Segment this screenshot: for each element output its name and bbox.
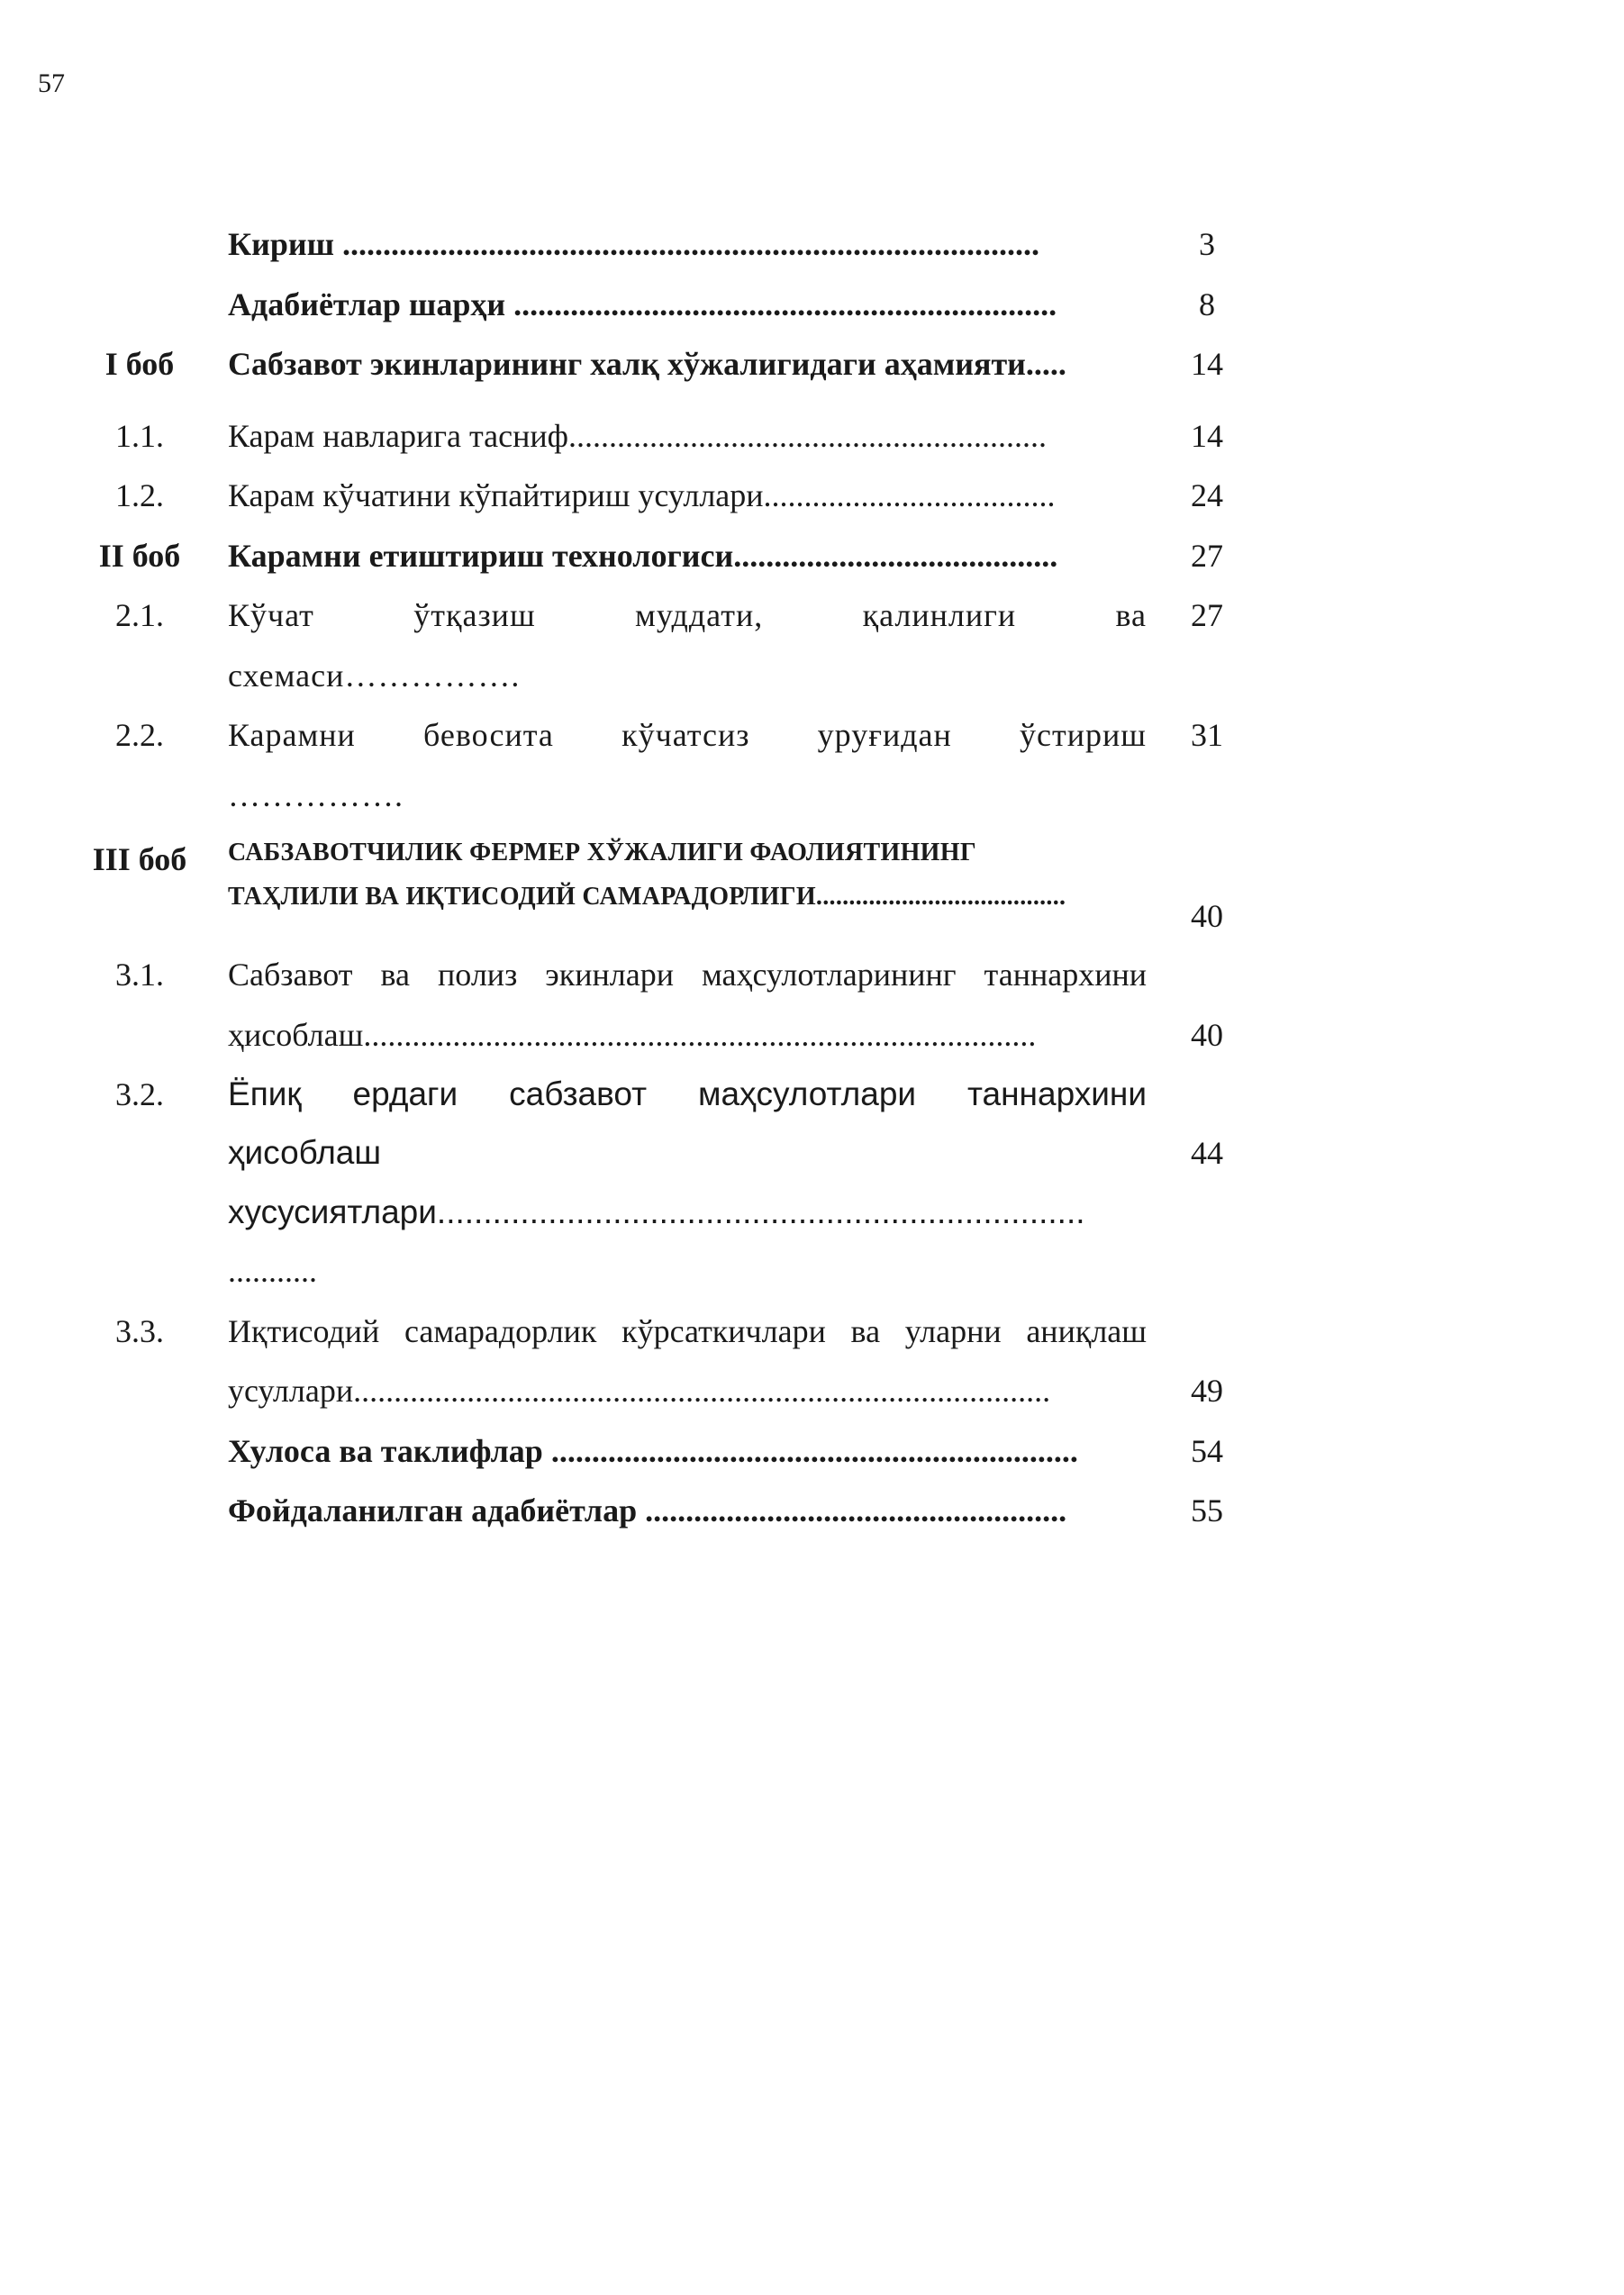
toc-page: 54: [1191, 1433, 1223, 1469]
toc-title: Адабиётлар шарҳи ...................................................................: [228, 286, 1057, 322]
toc-page: 27: [1191, 538, 1223, 574]
toc-page: 40: [1191, 1017, 1223, 1053]
toc-page: 24: [1191, 477, 1223, 513]
toc-number: 2.2.: [115, 717, 164, 753]
toc-number: 3.3.: [115, 1313, 164, 1349]
toc-title: Сабзавот ва полиз экинлари маҳсулотларининг таннархини: [228, 957, 1147, 993]
toc-title: Сабзавот экинларининг халқ хўжалигидаги аҳамияти.....: [228, 346, 1066, 382]
toc-title: Карамни бевосита кўчатсиз уруғидан ўстириш: [228, 717, 1147, 753]
toc-title: Карам навларига тасниф...........................................................: [228, 418, 1047, 454]
toc-number: 1.1.: [115, 418, 164, 454]
toc-title-continuation: …………….: [228, 777, 404, 813]
toc-title: Иқтисодий самарадорлик кўрсаткичлари ва уларни аниқлаш: [228, 1313, 1147, 1349]
toc-title-continuation: схемаси…………….: [228, 658, 521, 694]
toc-title-continuation: хусусиятлари......................................................................: [228, 1193, 1085, 1230]
toc-title: Карам кўчатини кўпайтириш усуллари....................................: [228, 477, 1056, 513]
toc-number: I боб: [104, 346, 175, 382]
toc-title: Ёпиқ ердаги сабзавот маҳсулотлари таннархини: [228, 1075, 1147, 1112]
toc-title-continuation: усуллари......................................................................................: [228, 1373, 1051, 1409]
toc-title: Хулоса ва таклифлар .................................................................: [228, 1433, 1078, 1469]
toc-page: 14: [1191, 346, 1223, 382]
toc-page: 44: [1191, 1135, 1223, 1171]
toc-page: 55: [1191, 1492, 1223, 1528]
toc-number: 3.1.: [115, 957, 164, 993]
toc-page: 14: [1191, 418, 1223, 454]
toc-page: 31: [1191, 717, 1223, 753]
toc-page: 8: [1199, 286, 1215, 322]
toc-page: 49: [1191, 1373, 1223, 1409]
toc-title-continuation: ТАҲЛИЛИ ВА ИҚТИСОДИЙ САМАРАДОРЛИГИ......................................: [228, 883, 1066, 911]
toc-page: 27: [1191, 597, 1223, 633]
toc-title: Фойдаланилган адабиётлар ....................................................: [228, 1492, 1067, 1528]
page-number: 57: [38, 68, 65, 98]
toc-title: Кўчат ўтқазиш муддати, қалинлиги ва: [228, 597, 1147, 633]
toc-page: 40: [1191, 898, 1223, 934]
toc-title: САБЗАВОТЧИЛИК ФЕРМЕР ХЎЖАЛИГИ ФАОЛИЯТИНИНГ: [228, 839, 976, 866]
toc-title: Кириш ......................................................................................: [228, 226, 1040, 262]
toc-title: Карамни етиштириш технологиси........................................: [228, 538, 1058, 574]
toc-page: 3: [1199, 226, 1215, 262]
toc-title-continuation: ҳисоблаш...................................................................................: [228, 1017, 1037, 1053]
toc-number: II боб: [98, 538, 181, 574]
toc-number: 2.1.: [115, 597, 164, 633]
toc-title-continuation: ...........: [228, 1253, 317, 1289]
toc-title-continuation: ҳисоблаш: [228, 1134, 382, 1171]
toc-number: 1.2.: [115, 477, 164, 513]
toc-number: III боб: [92, 841, 187, 877]
toc-number: 3.2.: [115, 1076, 164, 1112]
